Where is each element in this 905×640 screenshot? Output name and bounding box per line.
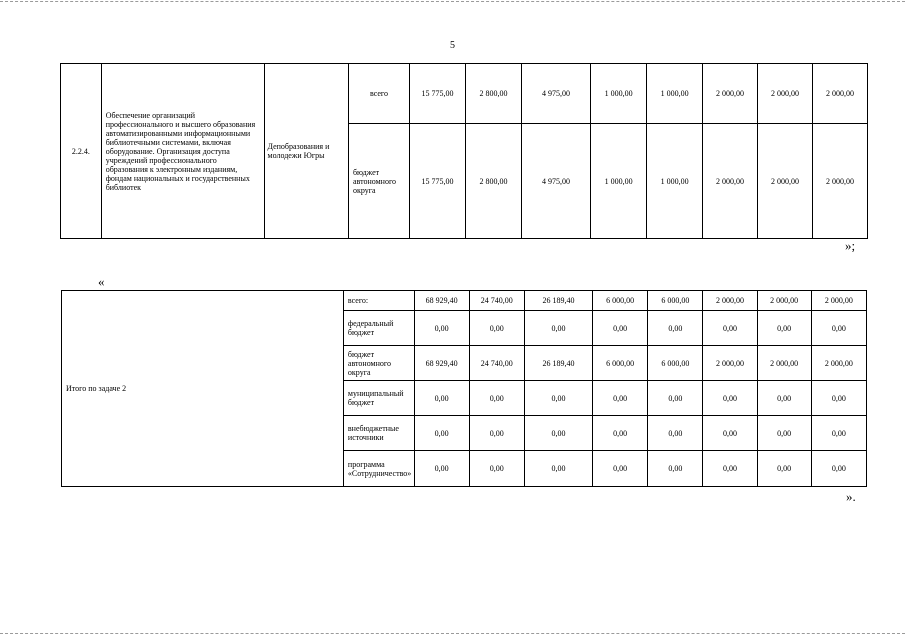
value-year: 4 975,00 — [521, 64, 590, 124]
value-year: 4 975,00 — [521, 124, 590, 239]
value-total: 15 775,00 — [410, 124, 466, 239]
value-total: 68 929,40 — [414, 291, 469, 311]
value-year: 2 800,00 — [465, 124, 521, 239]
value-year: 0,00 — [524, 416, 592, 451]
value-year: 26 189,40 — [524, 346, 592, 381]
value-year: 2 000,00 — [758, 124, 813, 239]
value-year: 0,00 — [593, 416, 648, 451]
value-year: 0,00 — [757, 311, 811, 346]
value-year: 1 000,00 — [647, 124, 703, 239]
value-year: 0,00 — [811, 416, 866, 451]
value-year: 0,00 — [524, 311, 592, 346]
funding-source: внебюджетные источники — [343, 416, 414, 451]
value-year: 0,00 — [757, 381, 811, 416]
value-year: 1 000,00 — [591, 64, 647, 124]
value-year: 2 000,00 — [757, 291, 811, 311]
value-year: 0,00 — [469, 451, 524, 487]
measure-table — [60, 63, 868, 239]
value-year: 0,00 — [469, 311, 524, 346]
value-year: 6 000,00 — [593, 346, 648, 381]
value-year: 0,00 — [648, 311, 703, 346]
task-total-label: Итого по задаче 2 — [62, 291, 344, 487]
value-year: 1 000,00 — [591, 124, 647, 239]
value-year: 2 000,00 — [703, 64, 758, 124]
page-number: 5 — [450, 40, 455, 51]
scan-top-edge — [0, 1, 905, 2]
value-year: 2 000,00 — [811, 291, 866, 311]
funding-source: программа «Сотрудничество» — [343, 451, 414, 487]
value-year: 0,00 — [648, 381, 703, 416]
funding-source: всего — [348, 64, 409, 124]
value-year: 2 800,00 — [465, 64, 521, 124]
value-year: 1 000,00 — [647, 64, 703, 124]
value-year: 2 000,00 — [812, 64, 867, 124]
value-year: 26 189,40 — [524, 291, 592, 311]
value-year: 0,00 — [703, 416, 757, 451]
closing-quote: »; — [845, 238, 856, 253]
value-year: 0,00 — [703, 451, 757, 487]
value-year: 0,00 — [524, 381, 592, 416]
value-year: 0,00 — [811, 311, 866, 346]
value-year: 0,00 — [757, 451, 811, 487]
value-year: 2 000,00 — [703, 124, 758, 239]
table-row — [62, 291, 867, 311]
funding-source: бюджет автономного округа — [348, 124, 409, 239]
value-year: 2 000,00 — [811, 346, 866, 381]
opening-quote: « — [98, 274, 105, 289]
value-year: 0,00 — [469, 416, 524, 451]
value-year: 0,00 — [811, 381, 866, 416]
value-year: 2 000,00 — [812, 124, 867, 239]
value-year: 0,00 — [469, 381, 524, 416]
funding-source: муниципальный бюджет — [343, 381, 414, 416]
measure-description: Обеспечение организаций профессионального и высшего образования автоматизированными информационными библиотечными системами, включая оборудование. Организация доступа учреждений профессионального образования к электронным изданиям, фондам национальных и государственных библиотек — [101, 64, 264, 239]
value-total: 0,00 — [414, 416, 469, 451]
value-total: 0,00 — [414, 381, 469, 416]
value-year: 0,00 — [524, 451, 592, 487]
value-year: 24 740,00 — [469, 291, 524, 311]
value-year: 2 000,00 — [758, 64, 813, 124]
value-year: 0,00 — [811, 451, 866, 487]
value-year: 0,00 — [648, 416, 703, 451]
value-year: 0,00 — [703, 381, 757, 416]
value-year: 2 000,00 — [757, 346, 811, 381]
value-total: 68 929,40 — [414, 346, 469, 381]
value-year: 6 000,00 — [648, 291, 703, 311]
value-year: 0,00 — [593, 311, 648, 346]
measure-executor: Депобразования и молодежи Югры — [264, 64, 348, 239]
value-total: 0,00 — [414, 451, 469, 487]
funding-source: всего: — [343, 291, 414, 311]
funding-source: федеральный бюджет — [343, 311, 414, 346]
funding-source: бюджет автономного округа — [343, 346, 414, 381]
value-year: 2 000,00 — [703, 291, 757, 311]
table-row — [61, 64, 868, 124]
value-year: 0,00 — [757, 416, 811, 451]
value-year: 0,00 — [593, 381, 648, 416]
value-year: 0,00 — [703, 311, 757, 346]
value-year: 0,00 — [593, 451, 648, 487]
value-total: 0,00 — [414, 311, 469, 346]
measure-code: 2.2.4. — [61, 64, 102, 239]
value-year: 2 000,00 — [703, 346, 757, 381]
value-year: 0,00 — [648, 451, 703, 487]
scan-bottom-edge — [0, 633, 905, 634]
value-year: 6 000,00 — [648, 346, 703, 381]
value-total: 15 775,00 — [410, 64, 466, 124]
task-total-table — [61, 290, 867, 487]
value-year: 6 000,00 — [593, 291, 648, 311]
value-year: 24 740,00 — [469, 346, 524, 381]
closing-quote: ». — [846, 489, 856, 504]
